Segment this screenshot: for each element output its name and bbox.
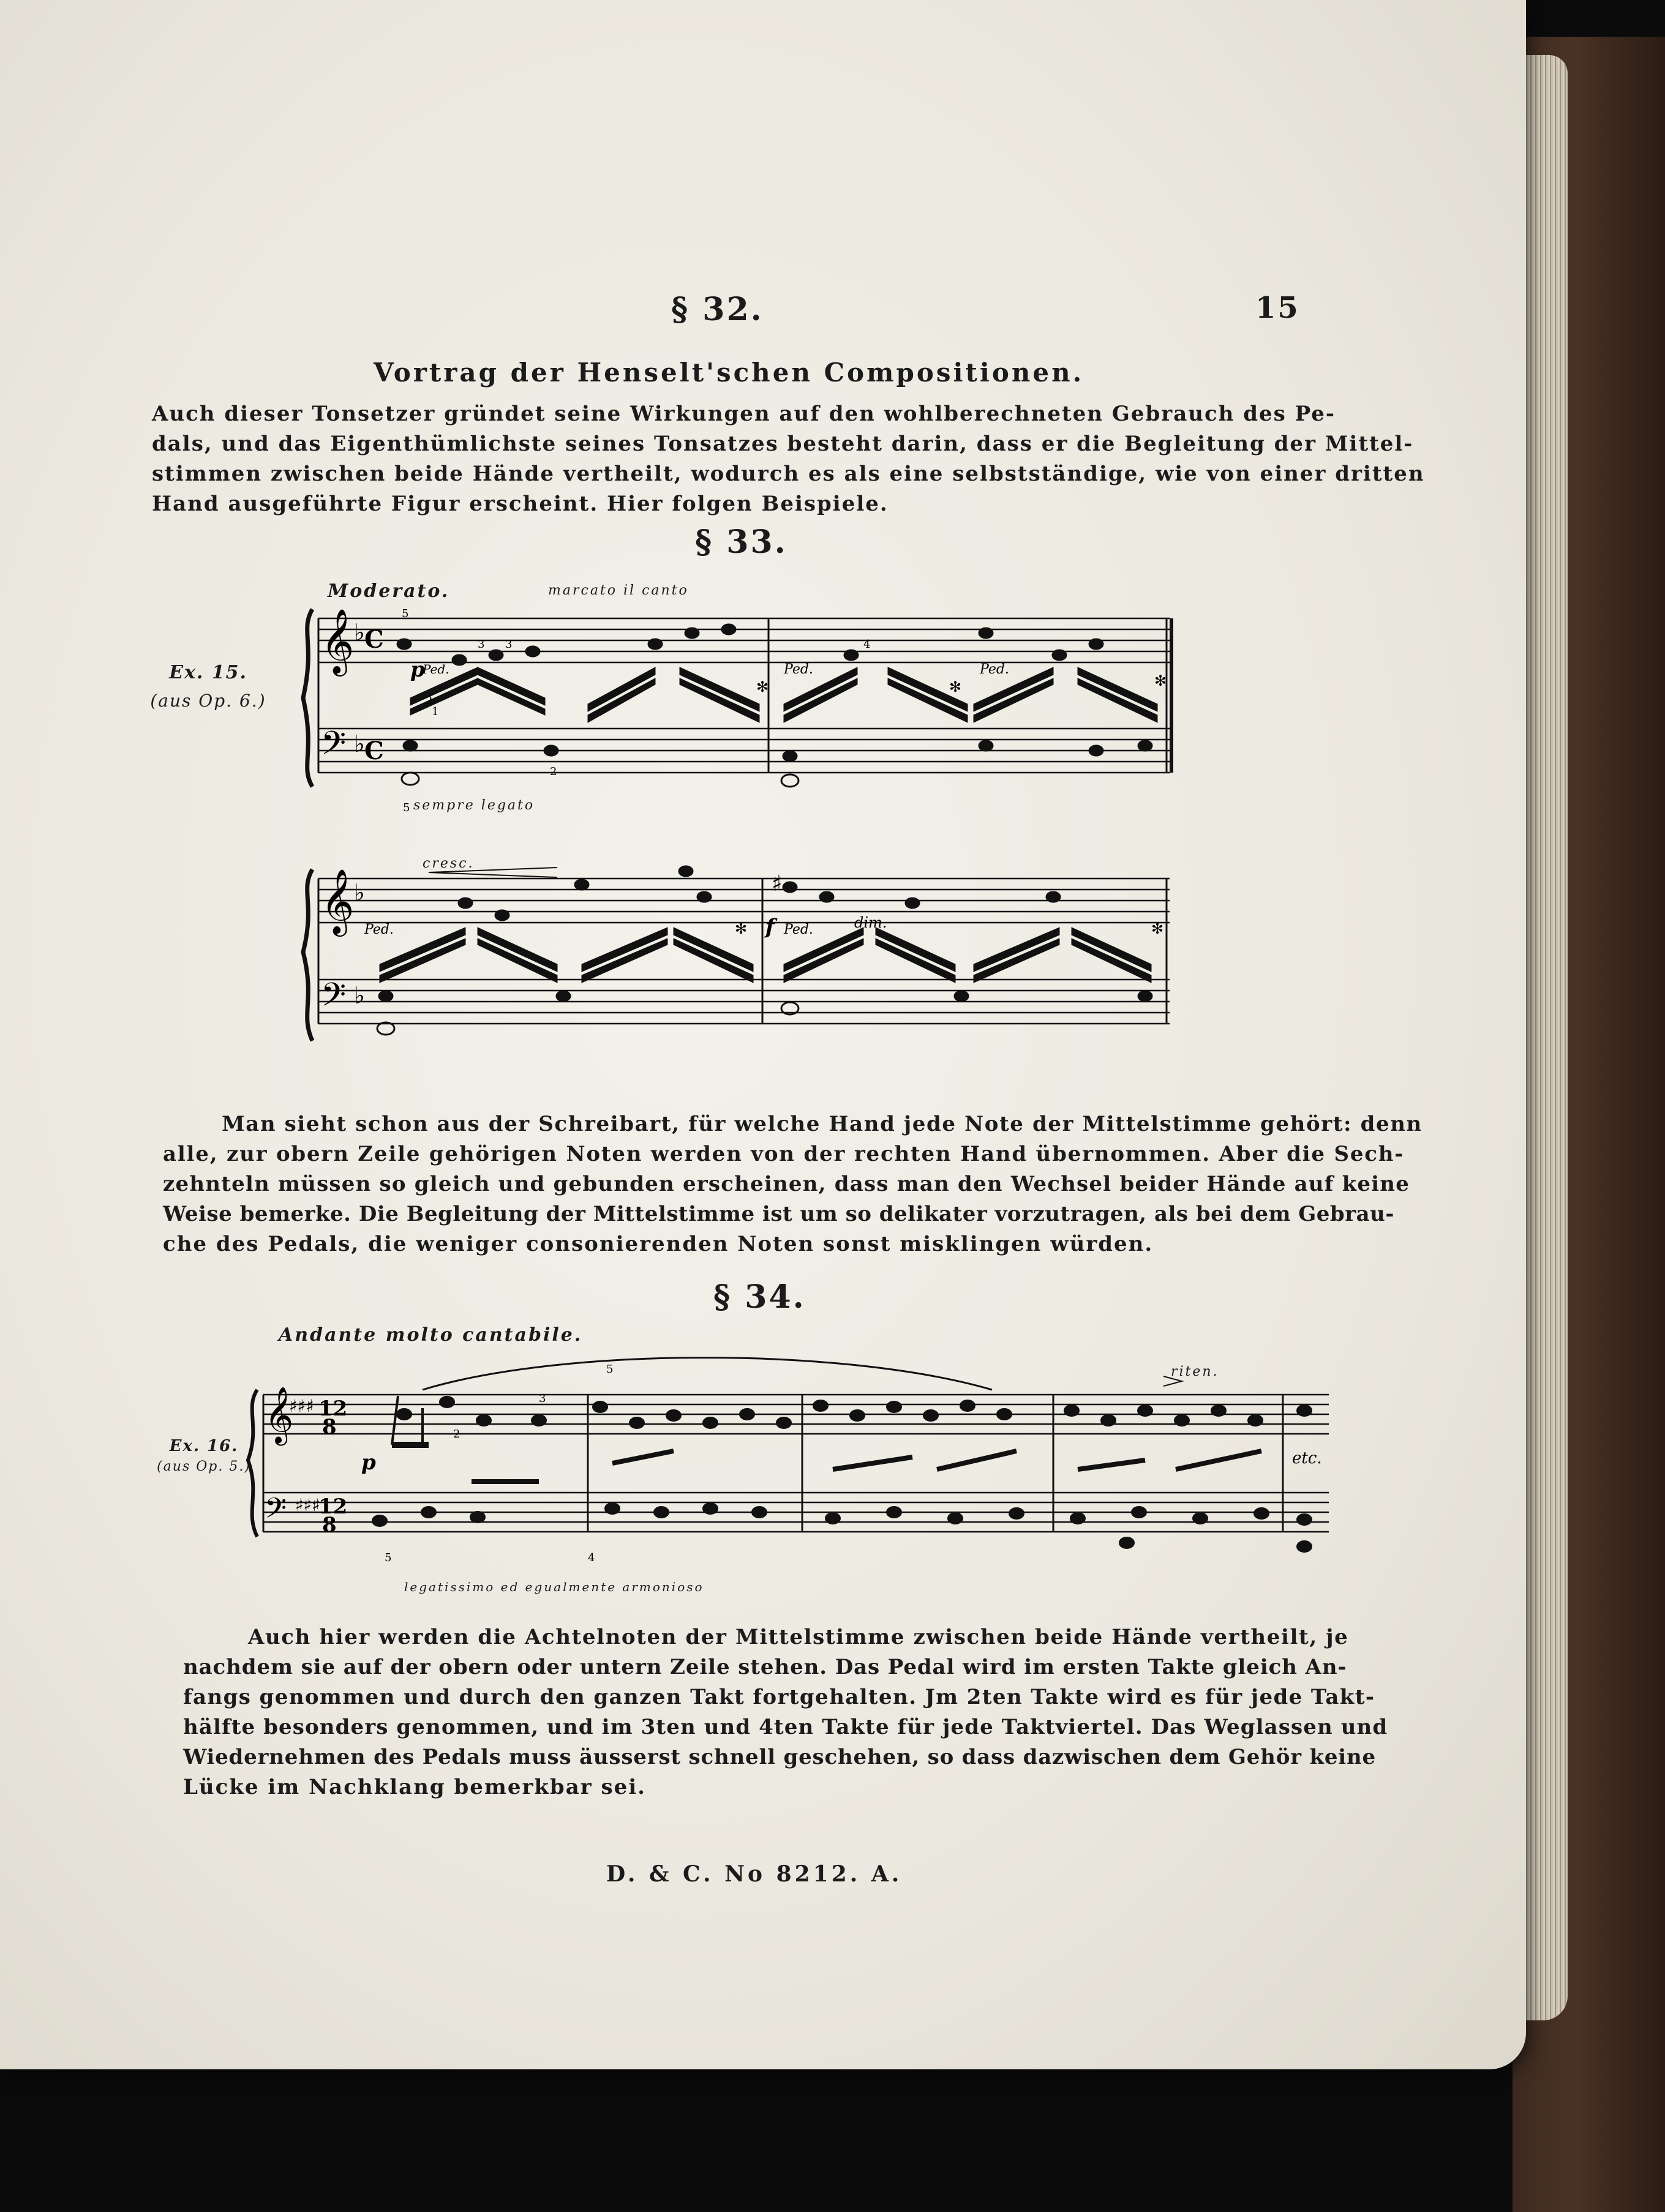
page-number: 15 [1255, 291, 1300, 325]
section-32-number: § 32. [671, 291, 764, 328]
brace-icon [303, 609, 312, 787]
paragraph-line: Lücke im Nachklang bemerkbar sei. [183, 1775, 647, 1799]
fingering: 4 [588, 1551, 595, 1564]
paragraph-line: Man sieht schon aus der Schreibart, für welche Hand jede Note der Mittelstimme gehört: denn [222, 1112, 1423, 1136]
crescendo-marking: cresc. [423, 856, 475, 871]
pedal-marking: Ped. [364, 922, 394, 937]
brace-icon [248, 1390, 257, 1537]
music-system-ex16 [245, 1359, 1335, 1567]
treble-staff [318, 618, 1170, 662]
dynamic-piano: p [361, 1450, 376, 1475]
diminuendo-marking: dim. [854, 914, 887, 931]
expression-marking: marcato il canto [548, 583, 689, 598]
eighth-notes [373, 1396, 1311, 1551]
paragraph-line: Auch hier werden die Achtelnoten der Mittelstimme zwischen beide Hände vertheilt, je [248, 1625, 1349, 1649]
fingering: 2 [550, 765, 557, 778]
paragraph-line: zehnteln müssen so gleich und gebunden erscheinen, dass man den Wechsel beider Hände auf keine [163, 1172, 1410, 1196]
treble-clef-icon: 𝄞 [321, 868, 355, 934]
pedal-release-icon: ✻ [1154, 672, 1167, 689]
fingering: 2 [453, 1428, 460, 1441]
section-34-paragraph [183, 1622, 1388, 1802]
example-label: Ex. 15. [169, 662, 247, 683]
paragraph-line: che des Pedals, die weniger consonierenden Noten sonst misklingen würden. [163, 1232, 1154, 1256]
bass-clef-icon: 𝄢 [265, 1492, 287, 1532]
pedal-marking: Ped. [423, 662, 449, 677]
etc-marking: etc. [1292, 1449, 1322, 1468]
section-33-paragraph [163, 1109, 1423, 1259]
pedal-release-icon: ✻ [949, 678, 962, 695]
accent-icon [1163, 1376, 1182, 1386]
example-source: (aus Op. 6.) [150, 691, 266, 711]
paragraph-line: dals, und das Eigenthümlichste seines Tonsatzes besteht darin, dass er die Begleitung der Mittel- [152, 432, 1414, 456]
pedal-marking: Ped. [784, 922, 813, 937]
legato-instruction: sempre legato [413, 798, 535, 813]
paragraph-line: fangs genommen und durch den ganzen Takt fortgehalten. Jm 2ten Takte wird es für jede Takt- [183, 1685, 1375, 1709]
tempo-marking: Andante molto cantabile. [279, 1324, 583, 1346]
common-time-icon: C [364, 625, 384, 654]
plate-number: D. & C. No 8212. A. [606, 1861, 903, 1887]
paragraph-line: stimmen zwischen beide Hände vertheilt, wodurch es als eine selbstständige, wie von einer dritten [152, 462, 1425, 486]
fingering: 3 [505, 638, 513, 651]
bass-clef-icon: 𝄢 [321, 725, 347, 770]
flat-icon: ♭ [354, 982, 365, 1009]
fingering: 5 [403, 801, 410, 814]
section-32-paragraph [152, 399, 1425, 519]
brace-icon [303, 869, 312, 1041]
bass-staff [318, 729, 1170, 773]
paragraph-line: Auch dieser Tonsetzer gründet seine Wirkungen auf den wohlberechneten Gebrauch des Pe- [152, 402, 1336, 426]
crescendo-hairpin-icon [429, 868, 557, 877]
time-signature-bottom: 8 [322, 1415, 337, 1439]
pedal-release-icon: ✻ [756, 678, 769, 695]
sharp-icon: ♯♯♯ [289, 1396, 314, 1416]
flat-icon: ♭ [354, 730, 365, 757]
fingering: 3 [478, 638, 485, 651]
bass-staff [318, 980, 1170, 1024]
tempo-marking: Moderato. [328, 580, 450, 602]
example-15-label [138, 659, 279, 715]
fingering: 2 [426, 694, 433, 707]
pedal-marking: Ped. [784, 662, 813, 677]
section-32-heading: Vortrag der Henselt'schen Compositionen. [374, 358, 1084, 388]
legato-instruction: legatissimo ed egualmente armonioso [404, 1580, 704, 1594]
pedal-release-icon: ✻ [735, 920, 748, 937]
time-signature-top: 12 [318, 1494, 348, 1519]
example-label: Ex. 16. [169, 1437, 239, 1455]
sharp-icon: ♯ [772, 871, 783, 896]
time-signature-bottom: 8 [322, 1513, 337, 1537]
treble-clef-icon: 𝄞 [321, 608, 355, 673]
sharp-icon: ♯♯♯ [295, 1495, 320, 1515]
treble-staff [318, 879, 1170, 923]
fingering: 5 [402, 607, 409, 620]
example-16-label [152, 1436, 256, 1477]
paragraph-line: alle, zur obern Zeile gehörigen Noten werden von der rechten Hand übernommen. Aber die Sech- [163, 1142, 1405, 1166]
section-34-number: § 34. [713, 1278, 806, 1316]
fingering: 3 [539, 1392, 546, 1405]
bass-clef-icon: 𝄢 [321, 977, 347, 1022]
pedal-marking: Ped. [980, 662, 1009, 677]
flat-icon: ♭ [354, 879, 365, 906]
flat-icon: ♭ [354, 619, 365, 646]
fingering: 4 [863, 638, 871, 651]
dynamic-forte: f [765, 915, 775, 939]
time-signature-top: 12 [318, 1397, 348, 1421]
paragraph-line: nachdem sie auf der obern oder untern Zeile stehen. Das Pedal wird im ersten Takte gleich An- [183, 1655, 1347, 1679]
sixteenth-note-figures [377, 866, 1152, 1035]
paragraph-line: Weise bemerke. Die Begleitung der Mittelstimme ist um so delikater vorzutragen, als bei dem Gebrau- [163, 1202, 1394, 1226]
paragraph-line: hälfte besonders genommen, und im 3ten und 4ten Takte für jede Taktviertel. Das Weglassen und [183, 1715, 1388, 1739]
example-source: (aus Op. 5.) [157, 1459, 251, 1474]
dynamic-piano: p [410, 658, 425, 682]
paragraph-line: Hand ausgeführte Figur erscheint. Hier folgen Beispiele. [152, 492, 889, 516]
paragraph-line: Wiedernehmen des Pedals muss äusserst schnell geschehen, so dass dazwischen dem Gehör keine [183, 1745, 1376, 1769]
fingering: 1 [432, 705, 439, 718]
fingering: 5 [606, 1363, 614, 1376]
treble-clef-icon: 𝄞 [265, 1386, 294, 1443]
slur [423, 1358, 992, 1390]
ritardando-marking: riten. [1171, 1364, 1219, 1379]
common-time-icon: C [364, 737, 384, 765]
fingering: 5 [385, 1551, 392, 1564]
pedal-release-icon: ✻ [1151, 920, 1164, 937]
music-system-ex15-2 [300, 866, 1176, 1044]
section-33-number: § 33. [695, 523, 787, 561]
